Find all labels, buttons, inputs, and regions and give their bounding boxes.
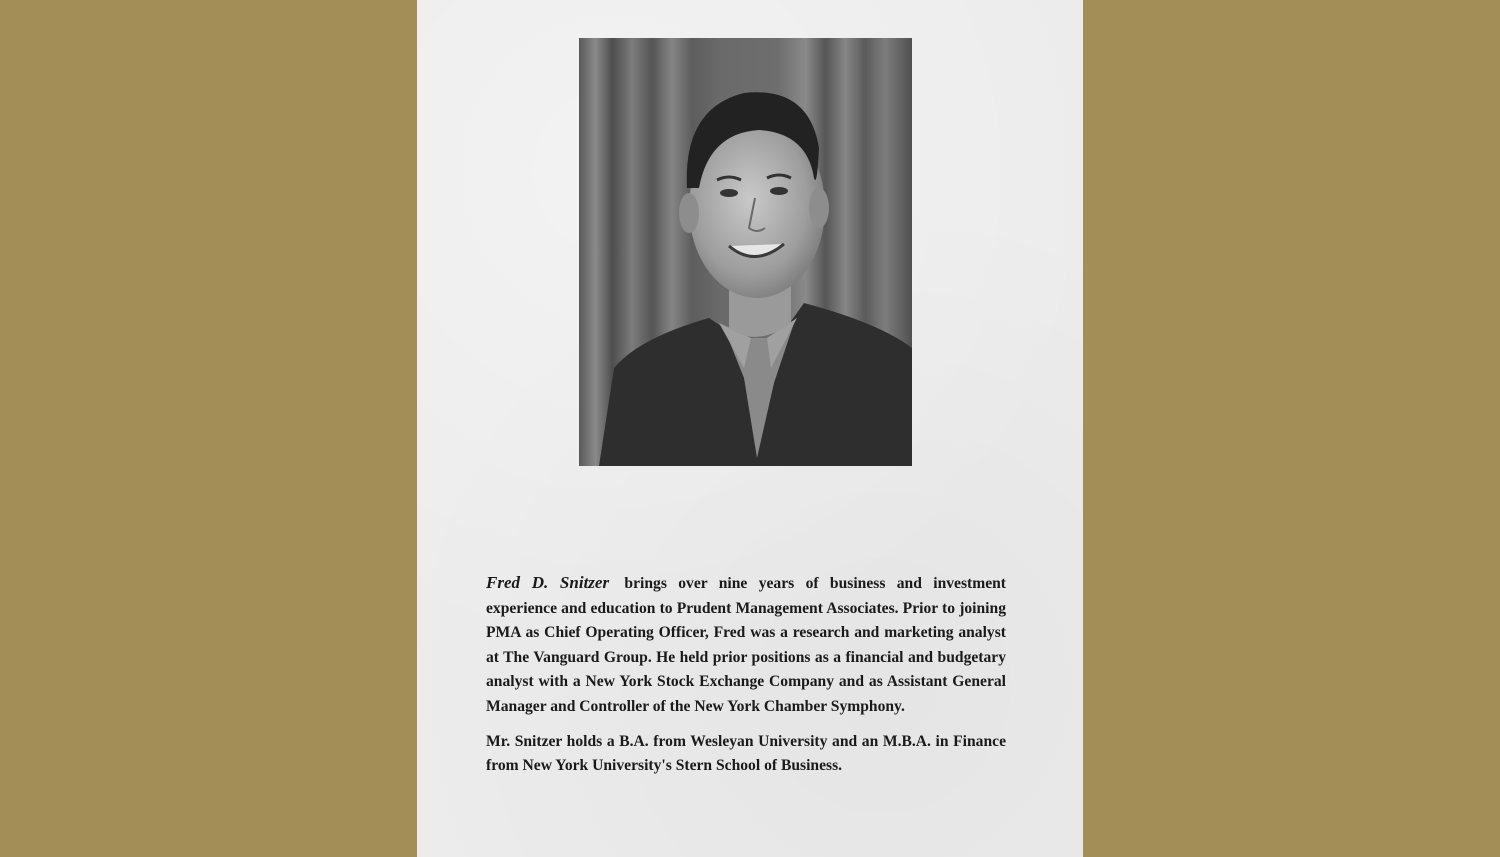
portrait-photo (579, 38, 912, 466)
bio-text (486, 571, 1006, 779)
bio-paragraph-1-text: brings over nine years of business and investment experience and education to Prudent Management Associates. Prior to joining PMA as Chief Operating Officer, Fred was a research and marketing analyst at The Vanguard Group. He held prior positions as a financial and budgetary analyst with a New York Stock Exchange Company and as Assistant General Manager and Controller of the New York Chamber Symphony. (486, 575, 1006, 715)
bio-paragraph-1 (486, 571, 1006, 720)
bio-paragraph-2: Mr. Snitzer holds a B.A. from Wesleyan University and an M.B.A. in Finance from New York University's Stern School of Business. (486, 732, 1006, 775)
document-page (417, 0, 1083, 857)
person-name: Fred D. Snitzer (486, 573, 610, 592)
